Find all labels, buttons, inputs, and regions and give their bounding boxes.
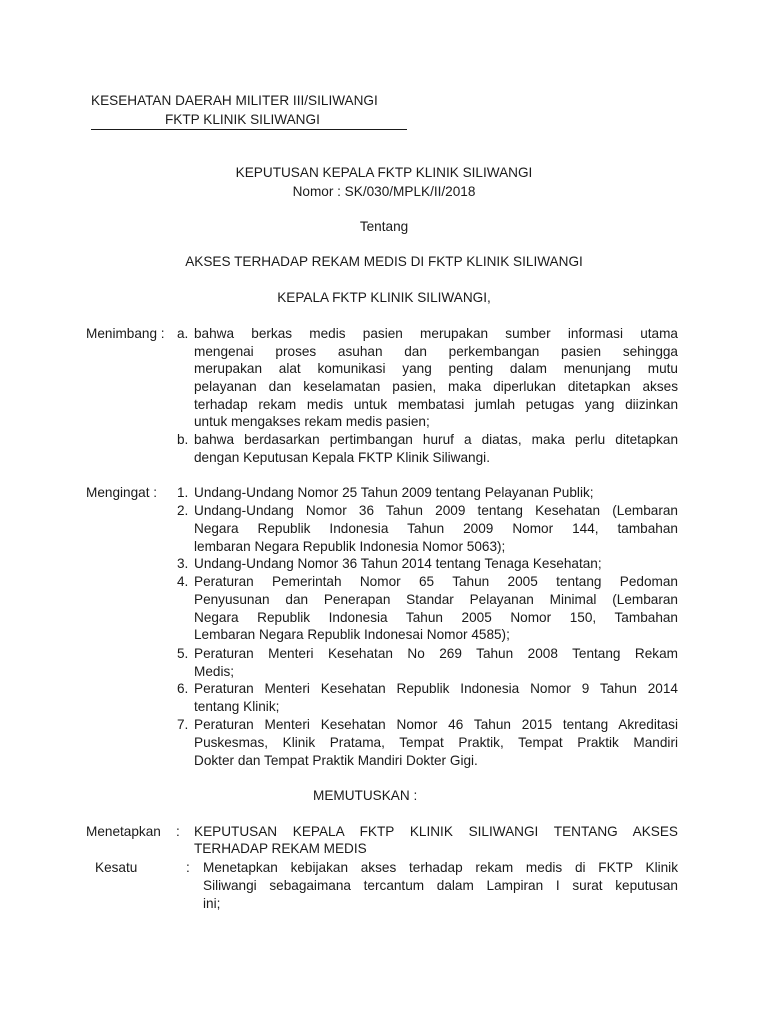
menimbang-b-line: dengan Keputusan Kepala FKTP Klinik Siliwangi. — [194, 450, 490, 465]
decree-title: KEPUTUSAN KEPALA FKTP KLINIK SILIWANGI — [235, 165, 533, 180]
mengingat-item-marker: 4. — [177, 574, 189, 589]
kesatu-line: Siliwangi sebagaimana tercantum dalam Lampiran I surat keputusan — [203, 878, 678, 893]
mengingat-item-marker: 7. — [177, 717, 189, 732]
menimbang-a-line: merupakan alat komunikasi yang penting dalam menunjang mutu — [194, 361, 678, 376]
mengingat-item-line: Peraturan Menteri Kesehatan Nomor 46 Tahun 2015 tentang Akreditasi — [194, 717, 678, 732]
mengingat-item-marker: 1. — [177, 485, 189, 500]
mengingat-item-marker: 2. — [177, 503, 189, 518]
menimbang-a-line: mengenai proses asuhan dan perkembangan pasien sehingga — [194, 344, 678, 359]
mengingat-item-line: Peraturan Menteri Kesehatan Republik Indonesia Nomor 9 Tahun 2014 — [194, 681, 678, 696]
menimbang-b-marker: b. — [177, 432, 189, 447]
mengingat-item-line: Peraturan Menteri Kesehatan No 269 Tahun 2008 Tentang Rekam — [194, 646, 678, 661]
mengingat-item-line: Negara Republik Indonesia Tahun 2005 Nomor 150, Tambahan — [194, 610, 678, 625]
menimbang-a-line: pelayanan dan keselamatan pasien, maka diperlukan ditetapkan akses — [194, 379, 678, 394]
menimbang-a-line: bahwa berkas medis pasien merupakan sumber informasi utama — [194, 326, 678, 341]
mengingat-item-line: Medis; — [194, 664, 235, 679]
mengingat-item-line: Penyusunan dan Penerapan Standar Pelayanan Minimal (Lembaran — [194, 592, 678, 607]
mengingat-item-line: Dokter dan Tempat Praktik Mandiri Dokter Gigi. — [194, 753, 478, 768]
mengingat-item-marker: 6. — [177, 681, 189, 696]
mengingat-item-line: Undang-Undang Nomor 36 Tahun 2014 tentang Tenaga Kesehatan; — [194, 556, 602, 571]
mengingat-item-line: Lembaran Negara Republik Indonesai Nomor 4585); — [194, 627, 510, 642]
menimbang-a-marker: a. — [177, 326, 189, 341]
mengingat-item-line: tentang Klinik; — [194, 699, 280, 714]
mengingat-item-line: lembaran Negara Republik Indonesia Nomor 5063); — [194, 539, 506, 554]
mengingat-item-line: Peraturan Pemerintah Nomor 65 Tahun 2005 tentang Pedoman — [194, 574, 678, 589]
mengingat-item-line: Undang-Undang Nomor 25 Tahun 2009 tentang Pelayanan Publik; — [194, 485, 594, 500]
menimbang-a-line: untuk mengakses rekam medis pasien; — [194, 414, 430, 429]
kesatu-line: Menetapkan kebijakan akses terhadap rekam medis di FKTP Klinik — [203, 860, 678, 875]
memutuskan-heading: MEMUTUSKAN : — [313, 788, 418, 803]
kesatu-line: ini; — [203, 896, 221, 911]
mengingat-item-line: Undang-Undang Nomor 36 Tahun 2009 tentang Kesehatan (Lembaran — [194, 503, 678, 518]
menetapkan-label: Menetapkan — [86, 824, 161, 839]
mengingat-item-marker: 5. — [177, 646, 189, 661]
decree-number: Nomor : SK/030/MPLK/II/2018 — [292, 184, 476, 199]
kesatu-label: Kesatu — [95, 860, 138, 875]
decree-subject: AKSES TERHADAP REKAM MEDIS DI FKTP KLINIK SILIWANGI — [185, 254, 583, 269]
menimbang-b-line: bahwa berdasarkan pertimbangan huruf a diatas, maka perlu ditetapkan — [194, 432, 678, 447]
header-underline — [91, 129, 407, 130]
kesatu-colon: : — [186, 860, 190, 875]
menetapkan-line: KEPUTUSAN KEPALA FKTP KLINIK SILIWANGI TENTANG AKSES — [194, 824, 678, 839]
org-name: KESEHATAN DAERAH MILITER III/SILIWANGI — [91, 93, 378, 108]
menimbang-label: Menimbang : — [86, 326, 165, 341]
about-label: Tentang — [359, 219, 409, 234]
menetapkan-colon: : — [176, 824, 180, 839]
clinic-name: FKTP KLINIK SILIWANGI — [165, 112, 320, 127]
issuer: KEPALA FKTP KLINIK SILIWANGI, — [277, 290, 491, 305]
mengingat-item-line: Puskesmas, Klinik Pratama, Tempat Praktik, Tempat Praktik Mandiri — [194, 735, 678, 750]
menimbang-a-line: terhadap rekam medis untuk membatasi jumlah petugas yang diizinkan — [194, 397, 678, 412]
mengingat-item-marker: 3. — [177, 556, 189, 571]
menetapkan-line: TERHADAP REKAM MEDIS — [194, 841, 367, 856]
mengingat-item-line: Negara Republik Indonesia Tahun 2009 Nomor 144, tambahan — [194, 521, 678, 536]
mengingat-label: Mengingat : — [86, 485, 158, 500]
